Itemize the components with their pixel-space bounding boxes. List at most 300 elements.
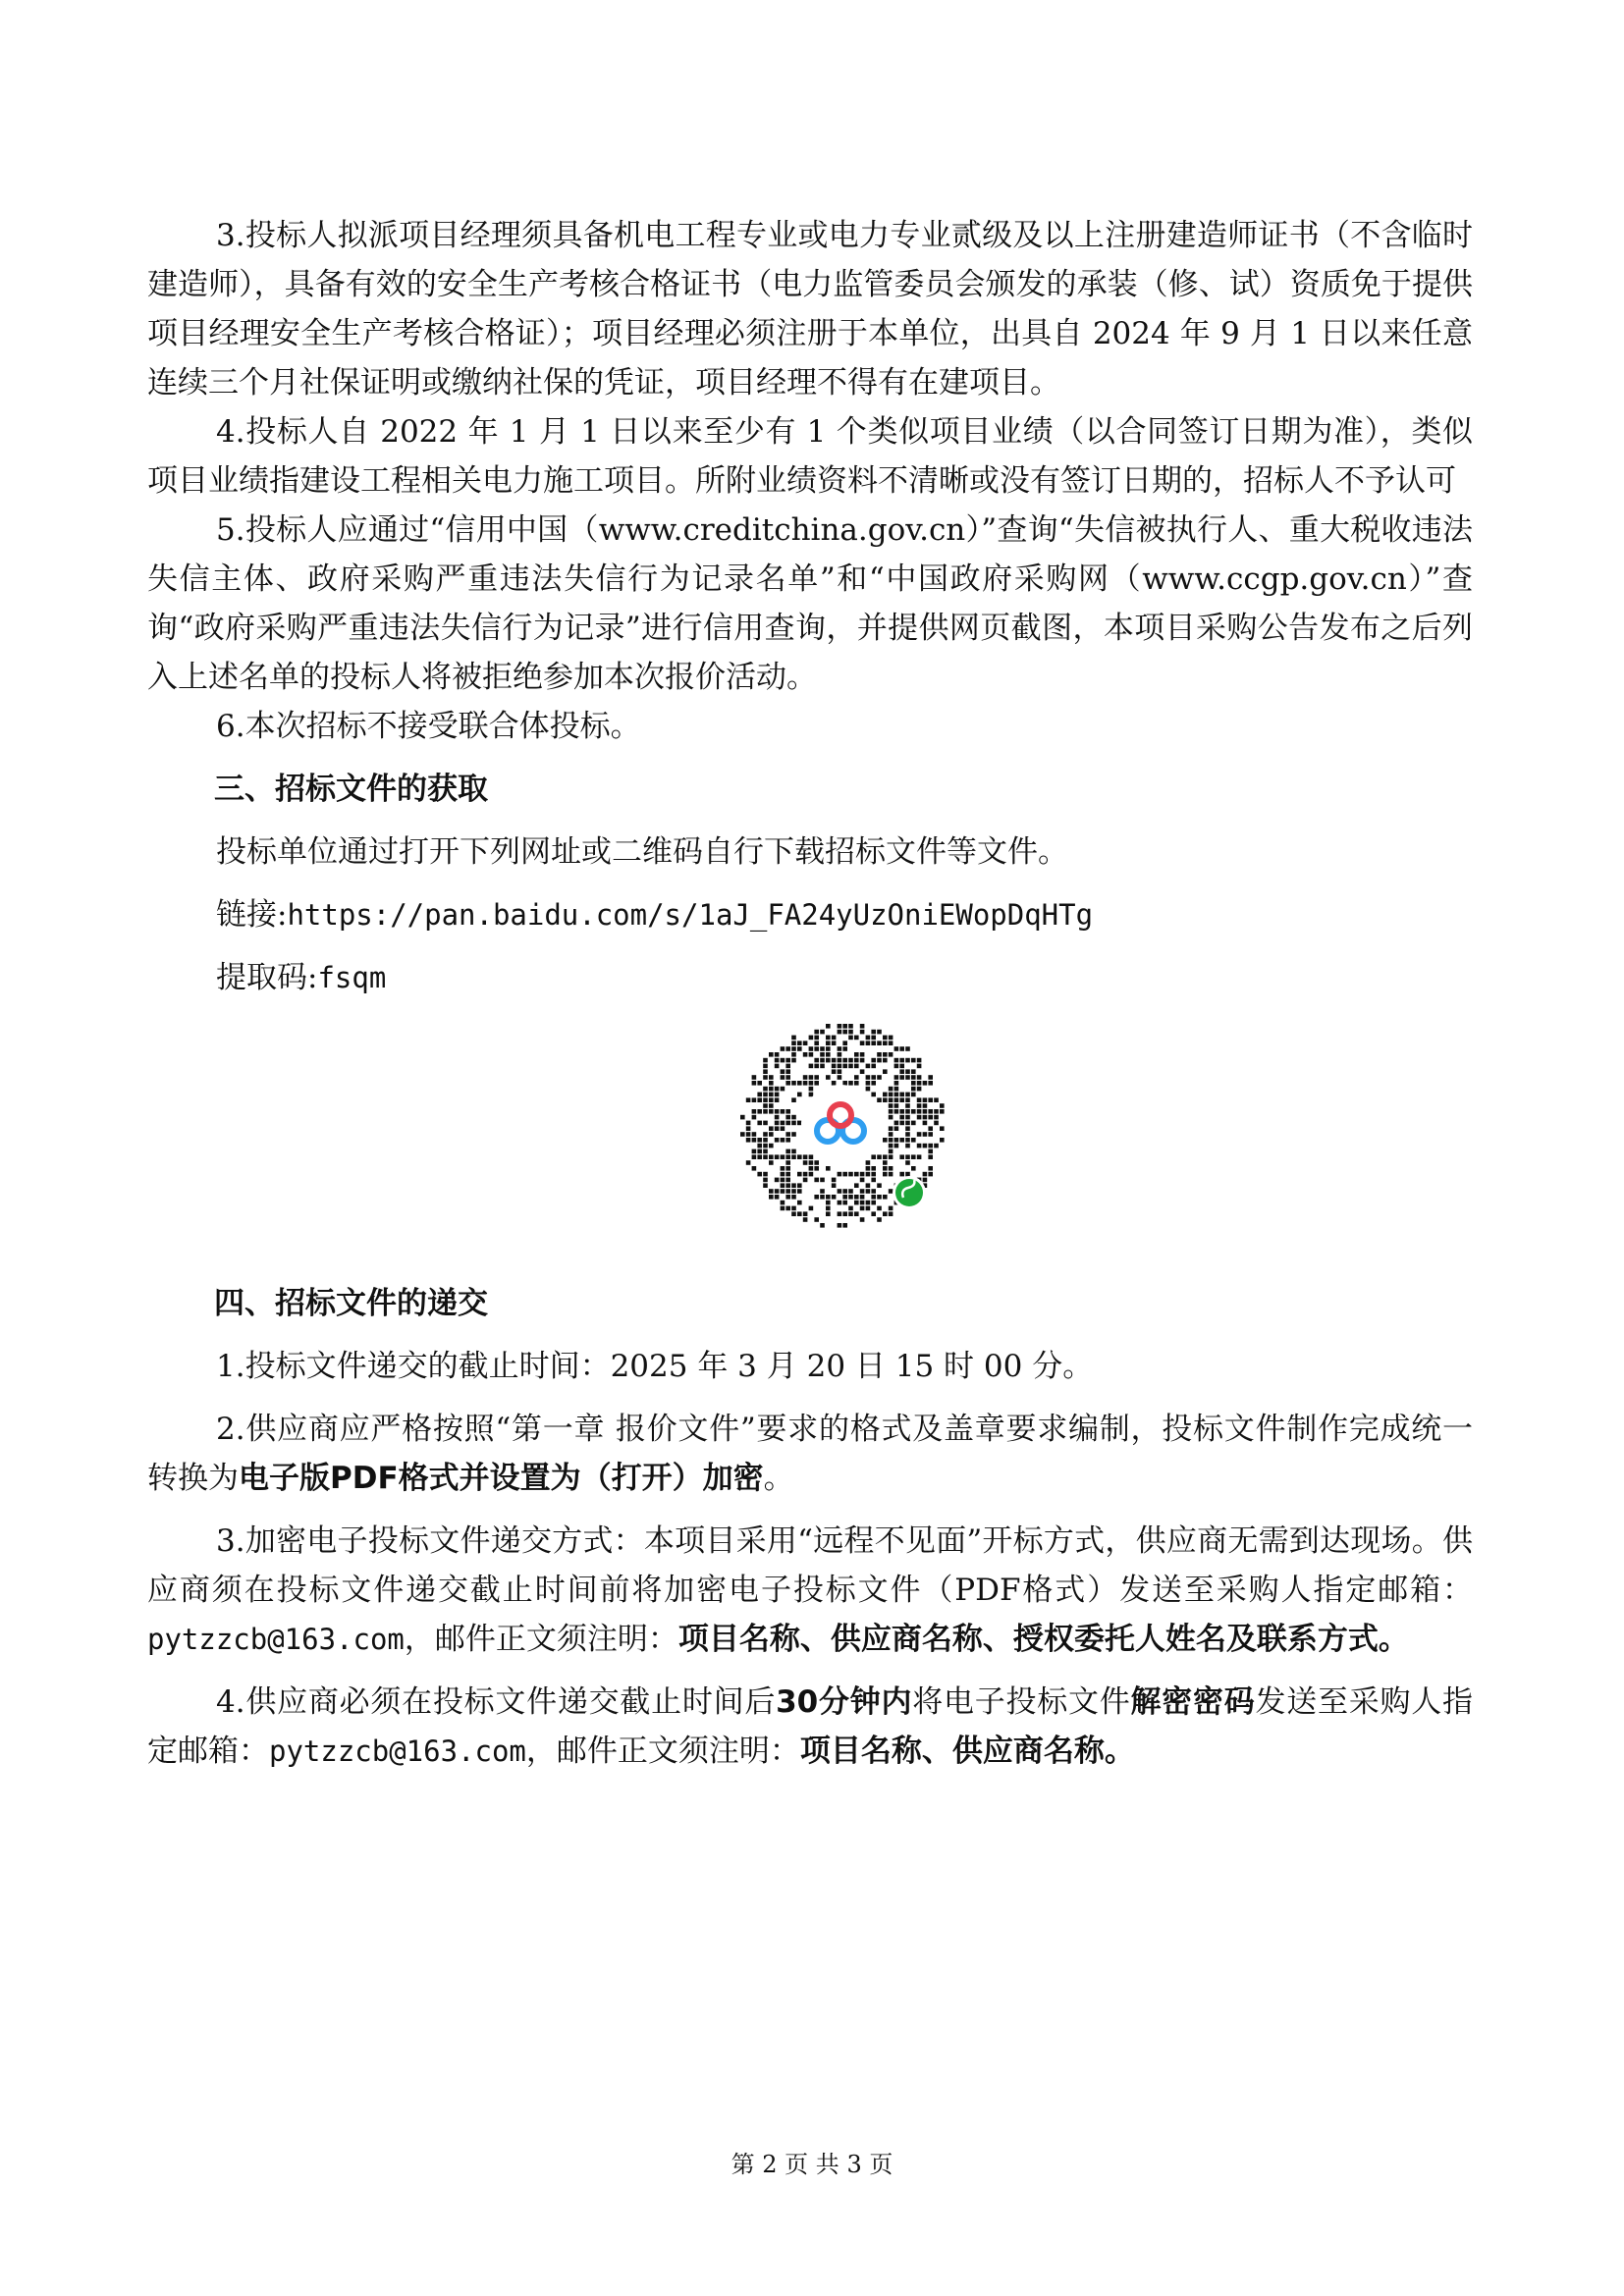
qr-module [797, 1041, 802, 1045]
qr-module [905, 1160, 910, 1165]
qr-module [911, 1058, 916, 1063]
qr-code-area [147, 1016, 1473, 1261]
qr-module [781, 1046, 785, 1051]
qr-module [785, 1046, 790, 1051]
qr-module [934, 1097, 939, 1102]
qr-module [940, 1126, 945, 1131]
qr-module [791, 1132, 796, 1137]
qr-module [757, 1138, 762, 1143]
qr-module [866, 1189, 871, 1194]
qr-module [842, 1030, 847, 1035]
qr-module [917, 1081, 922, 1086]
email-address[interactable]: pytzzcb@163.com [147, 1623, 405, 1656]
qr-module [905, 1058, 910, 1063]
qr-module [894, 1075, 899, 1080]
qr-module [911, 1109, 916, 1114]
document-page [147, 211, 1473, 1776]
qr-module [809, 1206, 814, 1211]
qr-module [763, 1064, 768, 1069]
qr-module [871, 1093, 876, 1097]
qr-module [899, 1058, 904, 1063]
qr-module [889, 1115, 893, 1120]
qr-module [854, 1211, 859, 1216]
qr-module [809, 1160, 814, 1165]
qr-module [877, 1206, 882, 1211]
qr-module [775, 1115, 780, 1120]
qr-module [877, 1195, 882, 1200]
qr-module [814, 1075, 819, 1080]
qr-module [752, 1081, 757, 1086]
qr-module [894, 1046, 899, 1051]
qr-module [775, 1189, 780, 1194]
qr-module [757, 1093, 762, 1097]
qr-module [928, 1172, 933, 1177]
qr-module [740, 1132, 745, 1137]
qr-module [826, 1206, 831, 1211]
qr-module [894, 1103, 899, 1108]
qr-module [917, 1058, 922, 1063]
qr-module [803, 1052, 808, 1057]
qr-module [826, 1211, 831, 1216]
qr-module [752, 1132, 757, 1137]
qr-module [877, 1217, 882, 1222]
qr-module [842, 1211, 847, 1216]
qr-module [860, 1024, 865, 1029]
qr-module [763, 1087, 768, 1092]
qr-module [871, 1166, 876, 1171]
qr-module [803, 1041, 808, 1045]
qr-module [826, 1195, 831, 1200]
qr-module [905, 1093, 910, 1097]
qr-module [775, 1195, 780, 1200]
qr-module [860, 1052, 865, 1057]
qr-module [826, 1058, 831, 1063]
qr-module [809, 1081, 814, 1086]
qr-module [809, 1154, 814, 1159]
qr-module [928, 1132, 933, 1137]
mini-program-qr-code[interactable] [734, 1018, 947, 1230]
qr-module [923, 1115, 928, 1120]
qr-module [803, 1081, 808, 1086]
section-heading-submission: 四、招标文件的递交 [214, 1286, 488, 1321]
qr-module [797, 1046, 802, 1051]
qr-module [838, 1172, 842, 1177]
qr-module [883, 1069, 888, 1074]
qr-module [781, 1087, 785, 1092]
qr-module [809, 1052, 814, 1057]
qr-module [820, 1195, 825, 1200]
qr-module [785, 1149, 790, 1154]
qr-module [740, 1115, 745, 1120]
qr-module [854, 1172, 859, 1177]
qr-module [752, 1115, 757, 1120]
qr-module [866, 1036, 871, 1041]
qr-module [797, 1154, 802, 1159]
qr-module [826, 1166, 831, 1171]
qr-module [871, 1154, 876, 1159]
qr-module [791, 1097, 796, 1102]
qr-module [785, 1206, 790, 1211]
qr-module [820, 1052, 825, 1057]
qr-module [842, 1201, 847, 1205]
qr-module [911, 1121, 916, 1126]
qr-module [877, 1041, 882, 1045]
qr-module [917, 1144, 922, 1148]
qr-module [803, 1075, 808, 1080]
qr-module [814, 1178, 819, 1183]
qr-module [746, 1132, 751, 1137]
qr-module [814, 1166, 819, 1171]
qr-module [757, 1109, 762, 1114]
qr-module [860, 1201, 865, 1205]
qr-module [814, 1041, 819, 1045]
qr-module [883, 1195, 888, 1200]
qr-module [842, 1172, 847, 1177]
qr-module [832, 1036, 837, 1041]
qr-module [785, 1172, 790, 1177]
qr-module [934, 1115, 939, 1120]
qr-module [860, 1178, 865, 1183]
qr-module [775, 1058, 780, 1063]
qr-module [826, 1041, 831, 1045]
qr-module [832, 1195, 837, 1200]
qr-module [899, 1075, 904, 1080]
qr-module [889, 1132, 893, 1137]
qr-module [894, 1138, 899, 1143]
qr-module [871, 1178, 876, 1183]
qr-module [838, 1069, 842, 1074]
qr-module [775, 1093, 780, 1097]
qr-module [889, 1138, 893, 1143]
qr-module [883, 1166, 888, 1171]
qr-module [781, 1206, 785, 1211]
qr-module [899, 1093, 904, 1097]
qr-module [889, 1172, 893, 1177]
email-address[interactable]: pytzzcb@163.com [269, 1735, 526, 1768]
qr-module [752, 1109, 757, 1114]
qr-module [894, 1126, 899, 1131]
qr-module [889, 1126, 893, 1131]
qr-module [905, 1097, 910, 1102]
qr-module [911, 1138, 916, 1143]
qr-module [791, 1081, 796, 1086]
qr-module [763, 1132, 768, 1137]
qr-module [791, 1115, 796, 1120]
qr-module [866, 1183, 871, 1188]
qr-module [917, 1097, 922, 1102]
qr-module [889, 1041, 893, 1045]
qr-module [905, 1115, 910, 1120]
qr-module [814, 1064, 819, 1069]
requirement-3: 3.投标人拟派项目经理须具备机电工程专业或电力专业贰级及以上注册建造师证书（不含临时建造师），具备有效的安全生产考核合格证书（电力监管委员会颁发的承装（修、试）资质免于提供项目经理安全生产考核合格证）；项目经理必须注册于本单位，出具自 2024 年 9 月 1 日以来任意连续三个月社保证明或缴纳社保的凭证，项目经理不得有在建项目。 [147, 218, 1473, 400]
qr-module [860, 1206, 865, 1211]
qr-module [785, 1064, 790, 1069]
qr-module [746, 1121, 751, 1126]
qr-module [848, 1172, 853, 1177]
qr-module [889, 1189, 893, 1194]
qr-module [923, 1109, 928, 1114]
qr-module [832, 1183, 837, 1188]
qr-module [775, 1052, 780, 1057]
download-link-line [216, 890, 1473, 939]
qr-module [848, 1211, 853, 1216]
qr-module [899, 1172, 904, 1177]
qr-module [883, 1052, 888, 1057]
qr-module [785, 1121, 790, 1126]
qr-module [866, 1172, 871, 1177]
qr-module [911, 1081, 916, 1086]
qr-module [871, 1064, 876, 1069]
qr-module [791, 1036, 796, 1041]
qr-module [917, 1132, 922, 1137]
qr-module [785, 1166, 790, 1171]
qr-module [911, 1154, 916, 1159]
qr-module [826, 1075, 831, 1080]
qr-module [757, 1121, 762, 1126]
qr-module [899, 1097, 904, 1102]
qr-module [803, 1211, 808, 1216]
qr-module [814, 1046, 819, 1051]
qr-module [928, 1081, 933, 1086]
qr-module [814, 1058, 819, 1063]
qr-module [923, 1121, 928, 1126]
qr-module [769, 1160, 774, 1165]
qr-module [894, 1144, 899, 1148]
qr-module [797, 1121, 802, 1126]
qr-module [769, 1052, 774, 1057]
qr-module [775, 1087, 780, 1092]
qr-module [820, 1030, 825, 1035]
qr-module [763, 1069, 768, 1074]
qr-module [917, 1103, 922, 1108]
qr-module [883, 1058, 888, 1063]
qr-module [871, 1081, 876, 1086]
qr-module [883, 1097, 888, 1102]
qr-module [814, 1030, 819, 1035]
qr-module [785, 1160, 790, 1165]
qr-module [923, 1132, 928, 1137]
qr-module [928, 1154, 933, 1159]
qr-module [775, 1154, 780, 1159]
qr-module [746, 1160, 751, 1165]
qr-module [917, 1154, 922, 1159]
qr-module [752, 1149, 757, 1154]
qr-module [923, 1144, 928, 1148]
download-link[interactable]: https://pan.baidu.com/s/1aJ_FA24yUzOniEWopDqHTg [287, 898, 1094, 932]
qr-module [785, 1132, 790, 1137]
qr-module [803, 1160, 808, 1165]
qr-module [889, 1109, 893, 1114]
qr-module [934, 1109, 939, 1114]
qr-module [923, 1081, 928, 1086]
qr-module [838, 1064, 842, 1069]
qr-module [911, 1087, 916, 1092]
qr-module [781, 1109, 785, 1114]
qr-module [911, 1093, 916, 1097]
qr-module [781, 1189, 785, 1194]
qr-module [923, 1172, 928, 1177]
qr-module [934, 1144, 939, 1148]
qr-module [826, 1201, 831, 1205]
qr-module [763, 1103, 768, 1108]
qr-module [838, 1046, 842, 1051]
qr-module [763, 1138, 768, 1143]
qr-module [785, 1178, 790, 1183]
qr-module [883, 1093, 888, 1097]
qr-module [769, 1189, 774, 1194]
qr-module [781, 1058, 785, 1063]
qr-module [809, 1036, 814, 1041]
qr-module [889, 1211, 893, 1216]
qr-module [917, 1087, 922, 1092]
qr-module [785, 1138, 790, 1143]
qr-module [752, 1166, 757, 1171]
qr-module [854, 1036, 859, 1041]
qr-module [848, 1195, 853, 1200]
qr-module [889, 1036, 893, 1041]
qr-module [832, 1081, 837, 1086]
qr-module [781, 1166, 785, 1171]
qr-module [775, 1109, 780, 1114]
qr-module [763, 1121, 768, 1126]
qr-module [769, 1075, 774, 1080]
page-footer: 第 2 页 共 3 页 [731, 2151, 893, 2178]
qr-module [809, 1046, 814, 1051]
submission-item-2: 2.供应商应严格按照“第一章 报价文件”要求的格式及盖章要求编制，投标文件制作完成统一转换为电子版PDF格式并设置为（打开）加密。 [147, 1412, 1473, 1496]
qr-module [763, 1058, 768, 1063]
qr-module [894, 1058, 899, 1063]
qr-module [883, 1160, 888, 1165]
qr-module [814, 1217, 819, 1222]
qr-module [775, 1138, 780, 1143]
qr-module [871, 1195, 876, 1200]
qr-module [905, 1172, 910, 1177]
qr-module [820, 1046, 825, 1051]
qr-module [889, 1097, 893, 1102]
qr-module [848, 1206, 853, 1211]
qr-module [791, 1052, 796, 1057]
qr-module [769, 1093, 774, 1097]
qr-module [899, 1154, 904, 1159]
qr-module [905, 1138, 910, 1143]
qr-module [934, 1121, 939, 1126]
qr-module [883, 1041, 888, 1045]
qr-module [917, 1115, 922, 1120]
qr-module [854, 1183, 859, 1188]
qr-module [803, 1154, 808, 1159]
qr-module [809, 1087, 814, 1092]
qr-module [860, 1195, 865, 1200]
qr-module [775, 1178, 780, 1183]
qr-module [905, 1132, 910, 1137]
qr-module [905, 1144, 910, 1148]
qr-module [877, 1097, 882, 1102]
qr-module [781, 1138, 785, 1143]
qr-module [838, 1052, 842, 1057]
qr-module [769, 1144, 774, 1148]
qr-module [797, 1172, 802, 1177]
qr-module [928, 1144, 933, 1148]
qr-module [797, 1183, 802, 1188]
qr-module [781, 1126, 785, 1131]
qr-module [842, 1195, 847, 1200]
qr-module [797, 1211, 802, 1216]
qr-module [814, 1195, 819, 1200]
qr-module [923, 1097, 928, 1102]
qr-module [905, 1126, 910, 1131]
qr-module [928, 1126, 933, 1131]
qr-module [763, 1093, 768, 1097]
qr-module [911, 1166, 916, 1171]
qr-module [848, 1024, 853, 1029]
qr-module [820, 1189, 825, 1194]
qr-module [860, 1041, 865, 1045]
qr-module [889, 1154, 893, 1159]
qr-module [917, 1075, 922, 1080]
qr-module [848, 1064, 853, 1069]
qr-module [769, 1126, 774, 1131]
qr-module [797, 1081, 802, 1086]
qr-module [763, 1144, 768, 1148]
qr-module [871, 1041, 876, 1045]
qr-module [854, 1058, 859, 1063]
qr-module [781, 1154, 785, 1159]
qr-module [917, 1109, 922, 1114]
qr-module [791, 1154, 796, 1159]
qr-module [848, 1058, 853, 1063]
qr-module [803, 1178, 808, 1183]
qr-module [905, 1103, 910, 1108]
qr-module [854, 1201, 859, 1205]
qr-module [860, 1217, 865, 1222]
qr-module [854, 1064, 859, 1069]
qr-module [848, 1081, 853, 1086]
qr-module [894, 1087, 899, 1092]
qr-module [809, 1064, 814, 1069]
qr-module [871, 1172, 876, 1177]
qr-module [785, 1189, 790, 1194]
qr-module [842, 1223, 847, 1228]
qr-module [860, 1030, 865, 1035]
qr-module [883, 1154, 888, 1159]
qr-module [769, 1109, 774, 1114]
qr-module [775, 1126, 780, 1131]
qr-module [809, 1166, 814, 1171]
qr-module [894, 1064, 899, 1069]
qr-module [866, 1087, 871, 1092]
qr-module [860, 1058, 865, 1063]
qr-module [894, 1097, 899, 1102]
qr-module [769, 1103, 774, 1108]
qr-module [923, 1103, 928, 1108]
qr-module [791, 1195, 796, 1200]
qr-module [803, 1172, 808, 1177]
qr-module [809, 1172, 814, 1177]
qr-module [785, 1183, 790, 1188]
qr-module [791, 1189, 796, 1194]
extraction-code-line [216, 953, 1473, 1002]
qr-module [889, 1052, 893, 1057]
qr-module [785, 1081, 790, 1086]
qr-module [940, 1109, 945, 1114]
qr-module [838, 1223, 842, 1228]
qr-module [769, 1195, 774, 1200]
qr-module [866, 1160, 871, 1165]
qr-module [940, 1138, 945, 1143]
qr-module [838, 1189, 842, 1194]
qr-module [905, 1121, 910, 1126]
qr-module [928, 1097, 933, 1102]
